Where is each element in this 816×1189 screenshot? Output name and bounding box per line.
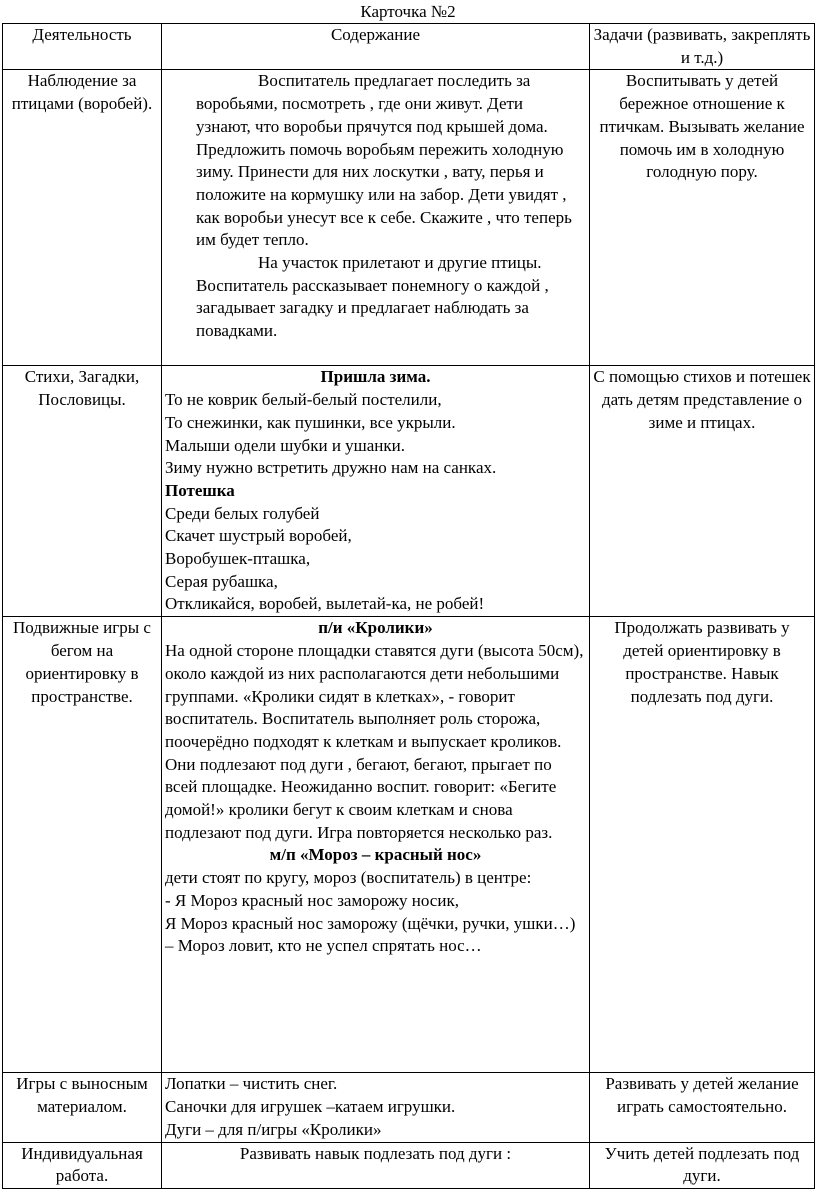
game2-title: м/п «Мороз – красный нос» xyxy=(269,845,482,865)
poem-line: Зиму нужно встретить дружно нам на санках. xyxy=(165,458,497,478)
rhyme-title: Потешка xyxy=(165,480,235,500)
activity-table xyxy=(2,23,815,1189)
game2-line: - Я Мороз красный нос заморожу носик, xyxy=(165,890,459,910)
poems-content xyxy=(162,366,590,617)
rhyme-line: Воробушек-пташка, xyxy=(165,549,311,569)
table-row-materials xyxy=(3,1073,815,1142)
rhyme-line: Серая рубашка, xyxy=(165,571,278,591)
rhyme-line: Скачет шустрый воробей, xyxy=(165,526,352,546)
game2-text: дети стоят по кругу, мороз (воспитатель) в центре: xyxy=(165,868,532,888)
header-tasks: Задачи (развивать, закреплять и т.д.) xyxy=(590,24,815,70)
materials-tasks: Развивать у детей желание играть самостоятельно. xyxy=(590,1073,815,1142)
materials-line: Дуги – для п/игры «Кролики» xyxy=(165,1119,382,1139)
poems-tasks: С помощью стихов и потешек дать детям представление о зиме и птицах. xyxy=(590,366,815,617)
observation-content xyxy=(162,70,590,366)
game1-text: На одной стороне площадки ставятся дуги (высота 50см), около каждой из них располагаются дети небольшими группами. «Кролики сидят в клетках», - говорит воспитатель. Воспитатель выполняет роль сторожа, поочерёдно подходят к клеткам и выпускает кроликов. Они подлезают под дуги , бегают, бегают, прыгает по всей площадке. Неожиданно воспит. говорит: «Бегите домой!» кролики бегут к своим клеткам и снова подлезают под дуги. Игра повторяется несколько раз. xyxy=(165,641,584,842)
header-activity: Деятельность xyxy=(3,24,162,70)
table-row-poems xyxy=(3,366,815,617)
individual-tasks: Учить детей подлезать под дуги. xyxy=(590,1142,815,1188)
observation-paragraph-2: На участок прилетают и другие птицы. Воспитатель рассказывает понемногу о каждой , загадывает загадку и предлагает наблюдать за повадками. xyxy=(196,253,549,341)
table-row-individual xyxy=(3,1142,815,1188)
materials-line: Лопатки – чистить снег. xyxy=(165,1074,338,1094)
individual-activity: Индивидуальная работа. xyxy=(3,1142,162,1188)
poem-line: То не коврик белый-белый постелили, xyxy=(165,390,442,410)
games-tasks: Продолжать развивать у детей ориентировку в пространстве. Навык подлезать под дуги. xyxy=(590,617,815,1073)
poem-line: То снежинки, как пушинки, все укрыли. xyxy=(165,412,456,432)
individual-content: Развивать навык подлезать под дуги : xyxy=(162,1142,590,1188)
poem-line: Малыши одели шубки и ушанки. xyxy=(165,435,406,455)
materials-activity: Игры с выносным материалом. xyxy=(3,1073,162,1142)
materials-line: Саночки для игрушек –катаем игрушки. xyxy=(165,1097,456,1117)
game2-line: Я Мороз красный нос заморожу (щёчки, ручки, ушки…) – Мороз ловит, кто не успел спрятать нос… xyxy=(165,913,576,956)
rhyme-line: Откликайся, воробей, вылетай-ка, не робей! xyxy=(165,594,485,614)
table-row-observation xyxy=(3,70,815,366)
table-header-row xyxy=(3,24,815,70)
observation-tasks: Воспитывать у детей бережное отношение к птичкам. Вызывать желание помочь им в холодную голодную пору. xyxy=(590,70,815,366)
page-title: Карточка №2 xyxy=(360,2,456,21)
games-activity: Подвижные игры с бегом на ориентировку в пространстве. xyxy=(3,617,162,1073)
observation-activity: Наблюдение за птицами (воробей). xyxy=(3,70,162,366)
games-content xyxy=(162,617,590,1073)
poem-title: Пришла зима. xyxy=(320,367,431,387)
header-content: Содержание xyxy=(162,24,590,70)
table-row-games xyxy=(3,617,815,1073)
game1-title: п/и «Кролики» xyxy=(318,618,433,638)
poems-activity: Стихи, Загадки, Пословицы. xyxy=(3,366,162,617)
observation-paragraph-1: Воспитатель предлагает последить за воробьями, посмотреть , где они живут. Дети узнают, что воробьи прячутся под крышей дома. Предложить помочь воробьям пережить холодную зиму. Принести для них лоскутки , вату, перья и положите на кормушку или на забор. Дети увидят , как воробьи унесут все к себе. Скажите , что теперь им будет тепло. xyxy=(196,71,572,250)
materials-content xyxy=(162,1073,590,1142)
rhyme-line: Среди белых голубей xyxy=(165,503,320,523)
